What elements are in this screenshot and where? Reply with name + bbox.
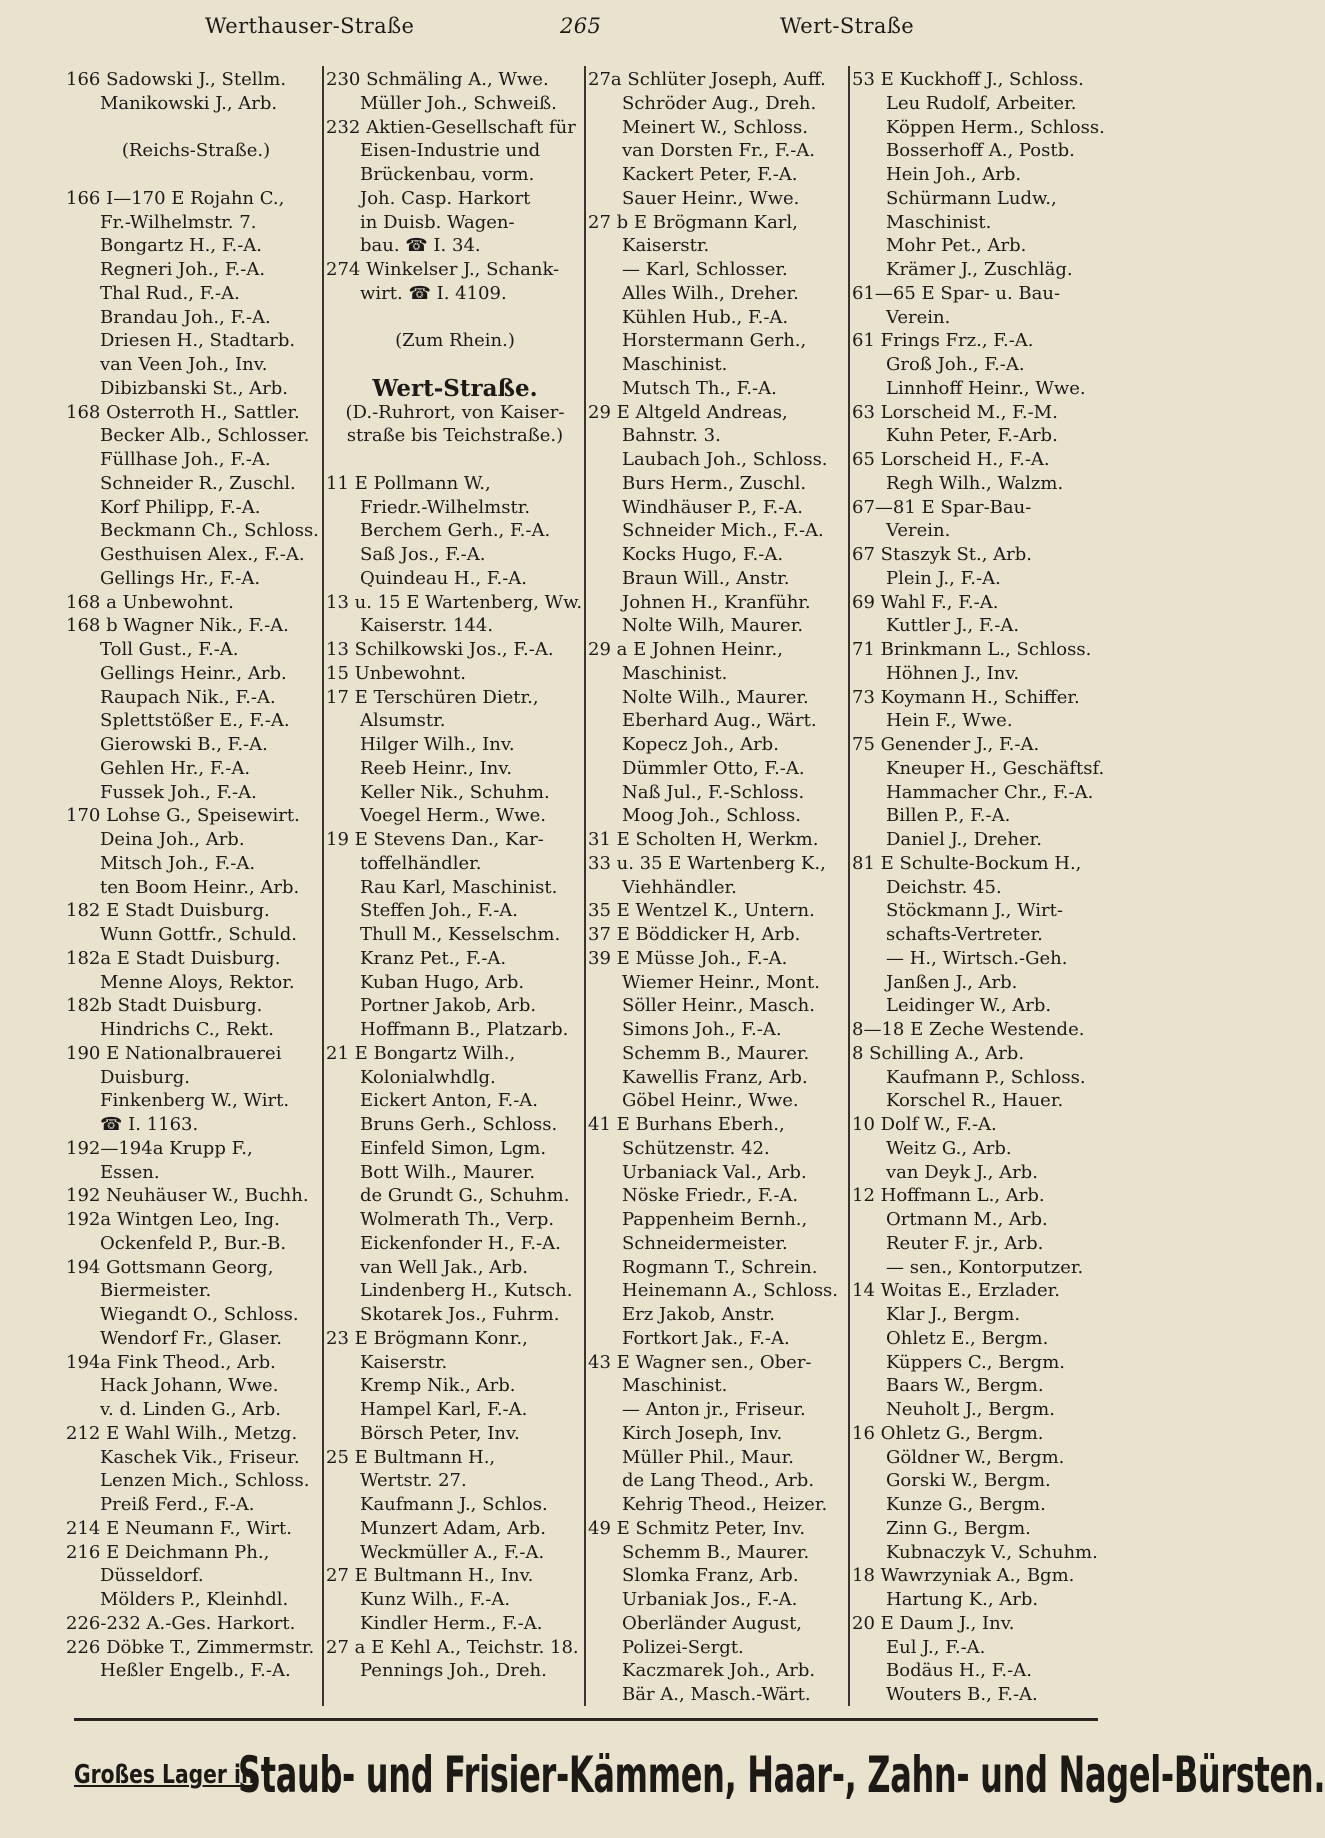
- directory-entry: 27a Schlüter Joseph, Auff.: [588, 69, 826, 90]
- directory-entry: 27 E Bultmann H., Inv.: [326, 1565, 534, 1587]
- directory-entry: 166 I—170 E Rojahn C.,: [66, 187, 285, 209]
- directory-entry: Mutsch Th., F.-A.: [622, 377, 777, 399]
- directory-entry: 65 Lorscheid H., F.-A.: [852, 449, 1050, 470]
- directory-entry: Nolte Wilh, Maurer.: [622, 615, 804, 637]
- directory-entry: toffelhändler.: [360, 852, 482, 874]
- directory-entry: Ohletz E., Bergm.: [886, 1327, 1049, 1349]
- directory-entry: 16 Ohletz G., Bergm.: [852, 1422, 1044, 1444]
- spacer: [326, 306, 584, 330]
- directory-entry: Reuter F. jr., Arb.: [886, 1232, 1044, 1254]
- directory-entry: Biermeister.: [100, 1280, 212, 1302]
- directory-entry: Eul J., F.-A.: [886, 1636, 986, 1658]
- directory-entry: 274 Winkelser J., Schank-: [326, 259, 560, 280]
- directory-entry: Kubnaczyk V., Schuhm.: [886, 1541, 1098, 1563]
- directory-entry: 27 b E Brögmann Karl,: [588, 211, 798, 233]
- directory-entry: Reeb Heinr., Inv.: [360, 757, 513, 779]
- directory-entry: Kocks Hugo, F.-A.: [622, 544, 784, 565]
- directory-entry: Slomka Franz, Arb.: [622, 1565, 799, 1587]
- directory-entry: Kackert Peter, F.-A.: [622, 164, 798, 185]
- directory-entry: Schneidermeister.: [622, 1232, 788, 1254]
- directory-entry: Eickenfonder H., F.-A.: [360, 1232, 561, 1254]
- directory-entry: Eisen-Industrie und: [360, 140, 541, 162]
- directory-entry: van Well Jak., Arb.: [360, 1256, 529, 1278]
- directory-entry: van Dorsten Fr., F.-A.: [622, 140, 816, 162]
- directory-entry: Rogmann T., Schrein.: [622, 1256, 818, 1278]
- directory-entry: Laubach Joh., Schloss.: [622, 449, 828, 470]
- footer-divider: [74, 1718, 1098, 1721]
- directory-entry: Kopecz Joh., Arb.: [622, 734, 779, 755]
- directory-entry: 69 Wahl F., F.-A.: [852, 591, 999, 613]
- directory-entry: 8 Schilling A., Arb.: [852, 1042, 1025, 1064]
- section-note: (Zum Rhein.): [395, 330, 515, 352]
- directory-entry: Kaschek Vik., Friseur.: [100, 1446, 300, 1468]
- directory-entry: Höhnen J., Inv.: [886, 662, 1020, 684]
- directory-entry: Friedr.-Wilhelmstr.: [360, 496, 531, 518]
- directory-entry: Kirch Joseph, Inv.: [622, 1422, 783, 1444]
- directory-entry: Polizei-Sergt.: [622, 1636, 744, 1658]
- directory-entry: Mitsch Joh., F.-A.: [100, 852, 256, 874]
- directory-entry: ☎ I. 1163.: [100, 1114, 199, 1135]
- directory-entry: Kranz Pet., F.-A.: [360, 947, 507, 969]
- directory-entry: de Lang Theod., Arb.: [622, 1470, 815, 1492]
- directory-entry: — Anton jr., Friseur.: [622, 1399, 806, 1420]
- directory-entry: van Deyk J., Arb.: [886, 1161, 1038, 1183]
- directory-entry: Alles Wilh., Dreher.: [622, 282, 799, 304]
- directory-entry: Horstermann Gerh.,: [622, 330, 807, 352]
- directory-entry: 15 Unbewohnt.: [326, 662, 466, 684]
- directory-entry: Manikowski J., Arb.: [100, 92, 278, 114]
- directory-entry: 29 E Altgeld Andreas,: [588, 401, 788, 423]
- directory-entry: Alsumstr.: [360, 710, 446, 732]
- directory-entry: Nöske Friedr., F.-A.: [622, 1185, 799, 1207]
- directory-entry: Schemm B., Maurer.: [622, 1541, 810, 1563]
- advertisement-text: Staub- und Frisier-Kämmen, Haar-, Zahn- und Nagel-Bürsten.: [238, 1746, 1325, 1804]
- directory-entry: Portner Jakob, Arb.: [360, 995, 537, 1017]
- directory-entry: Regh Wilh., Walzm.: [886, 472, 1064, 494]
- directory-entry: 20 E Daum J., Inv.: [852, 1612, 1015, 1634]
- section-note: (D.-Ruhrort, von Kaiser-: [345, 401, 565, 423]
- directory-entry: Kehrig Theod., Heizer.: [622, 1494, 828, 1515]
- directory-entry: Janßen J., Arb.: [886, 971, 1018, 993]
- directory-entry: Köppen Herm., Schloss.: [886, 116, 1105, 138]
- directory-entry: 53 E Kuckhoff J., Schloss.: [852, 69, 1084, 90]
- directory-entry: Nolte Wilh., Maurer.: [622, 686, 809, 708]
- directory-entry: Mölders P., Kleinhdl.: [100, 1589, 289, 1610]
- directory-entry: 13 Schilkowski Jos., F.-A.: [326, 639, 554, 660]
- directory-entry: Schneider Mich., F.-A.: [622, 520, 824, 542]
- directory-entry: Hammacher Chr., F.-A.: [886, 781, 1094, 803]
- directory-entry: Klar J., Bergm.: [886, 1304, 1021, 1325]
- directory-entry: Hack Johann, Wwe.: [100, 1375, 279, 1397]
- directory-entry: Düsseldorf.: [100, 1565, 204, 1587]
- directory-entry: Skotarek Jos., Fuhrm.: [360, 1304, 560, 1325]
- directory-entry: Deichstr. 45.: [886, 876, 1002, 898]
- directory-entry: — H., Wirtsch.-Geh.: [886, 947, 1068, 969]
- directory-entry: Heßler Engelb., F.-A.: [100, 1660, 291, 1682]
- section-title: Wert-Straße.: [372, 374, 538, 402]
- directory-entry: Weitz G., Arb.: [886, 1137, 1012, 1159]
- directory-entry: 166 Sadowski J., Stellm.: [66, 69, 287, 90]
- directory-entry: 73 Koymann H., Schiffer.: [852, 686, 1080, 708]
- spacer: [66, 116, 326, 140]
- directory-entry: Kolonialwhdlg.: [360, 1066, 496, 1088]
- directory-entry: Fr.-Wilhelmstr. 7.: [100, 211, 257, 233]
- directory-entry: Göbel Heinr., Wwe.: [622, 1090, 799, 1112]
- directory-entry: Erz Jakob, Anstr.: [622, 1304, 776, 1325]
- directory-entry: Verein.: [886, 520, 951, 542]
- directory-entry: 168 b Wagner Nik., F.-A.: [66, 615, 289, 637]
- directory-entry: Burs Herm., Zuschl.: [622, 472, 807, 494]
- directory-entry: 37 E Böddicker H, Arb.: [588, 924, 801, 945]
- directory-entry: 25 E Bultmann H.,: [326, 1446, 496, 1468]
- directory-entry: Kaczmarek Joh., Arb.: [622, 1660, 816, 1682]
- directory-entry: Lenzen Mich., Schloss.: [100, 1470, 310, 1492]
- directory-entry: 71 Brinkmann L., Schloss.: [852, 639, 1092, 660]
- directory-entry: 29 a E Johnen Heinr.,: [588, 639, 783, 660]
- directory-entry: Daniel J., Dreher.: [886, 829, 1042, 850]
- directory-entry: 192—194a Krupp F.,: [66, 1137, 253, 1159]
- directory-entry: Menne Aloys, Rektor.: [100, 971, 295, 993]
- directory-entry: Urbaniack Val., Arb.: [622, 1161, 807, 1183]
- directory-entry: Bahnstr. 3.: [622, 425, 721, 447]
- directory-entry: 194 Gottsmann Georg,: [66, 1256, 274, 1278]
- directory-entry: Krämer J., Zuschläg.: [886, 259, 1073, 280]
- directory-entry: Göldner W., Bergm.: [886, 1446, 1065, 1468]
- directory-entry: 67—81 E Spar-Bau-: [852, 496, 1032, 518]
- directory-entry: Schützenstr. 42.: [622, 1137, 770, 1159]
- directory-entry: 10 Dolf W., F.-A.: [852, 1114, 997, 1135]
- directory-entry: Deina Joh., Arb.: [100, 829, 245, 850]
- directory-entry: Bodäus H., F.-A.: [886, 1660, 1032, 1682]
- spacer: [326, 353, 584, 377]
- directory-entry: Hoffmann B., Platzarb.: [360, 1019, 569, 1040]
- directory-entry: Ortmann M., Arb.: [886, 1209, 1048, 1230]
- directory-entry: — sen., Kontorputzer.: [886, 1256, 1084, 1278]
- directory-entry: 61—65 E Spar- u. Bau-: [852, 282, 1061, 304]
- directory-entry: Dibizbanski St., Arb.: [100, 377, 288, 399]
- directory-entry: Beckmann Ch., Schloss.: [100, 520, 319, 542]
- page-number: 265: [560, 14, 602, 38]
- directory-entry: Kneuper H., Geschäftsf.: [886, 757, 1105, 779]
- directory-entry: in Duisb. Wagen-: [360, 211, 515, 233]
- directory-entry: Bosserhoff A., Postb.: [886, 140, 1075, 162]
- directory-entry: Wunn Gottfr., Schuld.: [100, 924, 298, 945]
- directory-entry: Kaiserstr.: [360, 1351, 448, 1373]
- directory-entry: Korschel R., Hauer.: [886, 1090, 1064, 1112]
- directory-entry: 12 Hoffmann L., Arb.: [852, 1185, 1045, 1207]
- column-divider: [584, 66, 586, 1706]
- directory-entry: Toll Gust., F.-A.: [100, 639, 239, 660]
- directory-entry: Simons Joh., F.-A.: [622, 1019, 782, 1040]
- directory-entry: Johnen H., Kranführ.: [622, 591, 811, 613]
- directory-entry: 168 a Unbewohnt.: [66, 591, 234, 613]
- directory-entry: 43 E Wagner sen., Ober-: [588, 1351, 812, 1373]
- directory-entry: 192a Wintgen Leo, Ing.: [66, 1209, 280, 1230]
- directory-entry: 230 Schmäling A., Wwe.: [326, 69, 549, 90]
- section-note: straße bis Teichstraße.): [346, 425, 564, 447]
- directory-entry: 19 E Stevens Dan., Kar-: [326, 829, 544, 850]
- directory-entry: Lindenberg H., Kutsch.: [360, 1280, 573, 1302]
- directory-entry: wirt. ☎ I. 4109.: [360, 282, 507, 304]
- directory-entry: Müller Phil., Maur.: [622, 1446, 795, 1468]
- directory-entry: Hein F., Wwe.: [886, 710, 1013, 732]
- directory-entry: 214 E Neumann F., Wirt.: [66, 1517, 292, 1539]
- directory-entry: ten Boom Heinr., Arb.: [100, 876, 300, 898]
- directory-entry: Wiemer Heinr., Mont.: [622, 971, 820, 993]
- directory-entry: Korf Philipp, F.-A.: [100, 496, 261, 518]
- directory-entry: Eickert Anton, F.-A.: [360, 1090, 539, 1112]
- directory-entry: Kaiserstr.: [622, 235, 710, 257]
- directory-entry: Gellings Hr., F.-A.: [100, 567, 261, 589]
- directory-entry: Voegel Herm., Wwe.: [360, 805, 546, 827]
- directory-entry: Maschinist.: [622, 662, 728, 684]
- directory-entry: Börsch Peter, Inv.: [360, 1422, 520, 1444]
- directory-entry: Hampel Karl, F.-A.: [360, 1399, 528, 1420]
- directory-entry: Wendorf Fr., Glaser.: [100, 1327, 283, 1349]
- directory-entry: Munzert Adam, Arb.: [360, 1517, 546, 1539]
- directory-entry: 182a E Stadt Duisburg.: [66, 947, 281, 969]
- directory-entry: 23 E Brögmann Konr.,: [326, 1327, 528, 1349]
- directory-entry: Wiegandt O., Schloss.: [100, 1304, 299, 1325]
- directory-entry: 13 u. 15 E Wartenberg, Ww.: [326, 591, 583, 613]
- directory-entry: Brückenbau, vorm.: [360, 164, 535, 185]
- directory-entry: 14 Woitas E., Erzlader.: [852, 1280, 1060, 1302]
- directory-entry: de Grundt G., Schuhm.: [360, 1185, 570, 1207]
- directory-entry: 168 Osterroth H., Sattler.: [66, 401, 300, 423]
- spacer: [326, 448, 584, 472]
- directory-entry: Gellings Heinr., Arb.: [100, 662, 287, 684]
- directory-entry: Bär A., Masch.-Wärt.: [622, 1684, 811, 1705]
- directory-entry: Bruns Gerh., Schloss.: [360, 1114, 558, 1135]
- directory-entry: Keller Nik., Schuhm.: [360, 781, 550, 803]
- directory-entry: Leu Rudolf, Arbeiter.: [886, 92, 1077, 114]
- directory-entry: 226-232 A.-Ges. Harkort.: [66, 1612, 296, 1634]
- directory-entry: Leidinger W., Arb.: [886, 995, 1052, 1017]
- directory-entry: Wolmerath Th., Verp.: [360, 1209, 555, 1230]
- directory-entry: Plein J., F.-A.: [886, 567, 1001, 589]
- directory-entry: 182b Stadt Duisburg.: [66, 995, 263, 1017]
- header-street-left: Werthauser-Straße: [205, 14, 415, 38]
- directory-entry: Hilger Wilh., Inv.: [360, 734, 515, 755]
- advertisement-prefix: Großes Lager in: [74, 1760, 256, 1790]
- directory-entry: Quindeau H., F.-A.: [360, 567, 527, 589]
- directory-entry: van Veen Joh., Inv.: [100, 354, 268, 375]
- directory-entry: Einfeld Simon, Lgm.: [360, 1137, 547, 1159]
- directory-entry: 49 E Schmitz Peter, Inv.: [588, 1517, 806, 1539]
- directory-entry: Söller Heinr., Masch.: [622, 995, 815, 1017]
- directory-entry: Verein.: [886, 306, 951, 328]
- directory-entry: Maschinist.: [622, 354, 728, 375]
- directory-entry: Stöckmann J., Wirt-: [886, 900, 1063, 922]
- directory-entry: Joh. Casp. Harkort: [360, 187, 531, 209]
- directory-entry: Linnhoff Heinr., Wwe.: [886, 377, 1086, 399]
- directory-entry: Thal Rud., F.-A.: [100, 282, 240, 304]
- directory-entry: Hartung K., Arb.: [886, 1589, 1039, 1610]
- directory-entry: Berchem Gerh., F.-A.: [360, 520, 551, 542]
- directory-entry: 232 Aktien-Gesellschaft für: [326, 116, 576, 138]
- directory-entry: Hindrichs C., Rekt.: [100, 1019, 274, 1040]
- directory-entry: 194a Fink Theod., Arb.: [66, 1351, 276, 1373]
- directory-entry: Pappenheim Bernh.,: [622, 1209, 808, 1230]
- directory-entry: Neuholt J., Bergm.: [886, 1399, 1055, 1420]
- directory-entry: 216 E Deichmann Ph.,: [66, 1541, 270, 1563]
- directory-entry: Kremp Nik., Arb.: [360, 1375, 516, 1397]
- advertisement-banner: [74, 1746, 1325, 1810]
- directory-entry: Kunze G., Bergm.: [886, 1494, 1046, 1515]
- directory-entry: Driesen H., Stadtarb.: [100, 330, 296, 352]
- directory-entry: Schürmann Ludw.,: [886, 187, 1057, 209]
- directory-entry: Ockenfeld P., Bur.-B.: [100, 1232, 287, 1254]
- directory-entry: Füllhase Joh., F.-A.: [100, 449, 271, 470]
- directory-entry: Viehhändler.: [622, 876, 737, 898]
- directory-entry: 226 Döbke T., Zimmermstr.: [66, 1636, 315, 1658]
- directory-entry: Baars W., Bergm.: [886, 1375, 1044, 1397]
- directory-entry: Kühlen Hub., F.-A.: [622, 306, 789, 328]
- directory-entry: Eberhard Aug., Wärt.: [622, 710, 817, 732]
- directory-entry: Schemm B., Maurer.: [622, 1042, 810, 1064]
- directory-entry: Saß Jos., F.-A.: [360, 544, 486, 565]
- directory-column-1: [66, 68, 326, 1683]
- directory-column-4: [852, 68, 1105, 1707]
- spacer: [66, 163, 326, 187]
- directory-entry: Regneri Joh., F.-A.: [100, 259, 266, 280]
- directory-entry: Rau Karl, Maschinist.: [360, 876, 558, 898]
- directory-entry: 182 E Stadt Duisburg.: [66, 900, 270, 922]
- directory-entry: Wertstr. 27.: [360, 1470, 467, 1492]
- directory-entry: 63 Lorscheid M., F.-M.: [852, 401, 1058, 423]
- directory-entry: bau. ☎ I. 34.: [360, 235, 481, 257]
- directory-entry: Windhäuser P., F.-A.: [622, 496, 804, 518]
- directory-column-2: [326, 68, 584, 1683]
- directory-entry: v. d. Linden G., Arb.: [100, 1399, 281, 1420]
- directory-entry: 212 E Wahl Wilh., Metzg.: [66, 1422, 298, 1444]
- directory-entry: Bott Wilh., Maurer.: [360, 1161, 536, 1183]
- directory-entry: Schneider R., Zuschl.: [100, 472, 296, 494]
- directory-entry: Steffen Joh., F.-A.: [360, 900, 518, 922]
- directory-entry: Urbaniak Jos., F.-A.: [622, 1589, 798, 1610]
- directory-entry: 33 u. 35 E Wartenberg K.,: [588, 852, 826, 874]
- directory-entry: 18 Wawrzyniak A., Bgm.: [852, 1565, 1075, 1587]
- directory-entry: Kaiserstr. 144.: [360, 615, 494, 637]
- directory-entry: Heinemann A., Schloss.: [622, 1280, 839, 1302]
- directory-entry: Fussek Joh., F.-A.: [100, 781, 257, 803]
- directory-entry: Meinert W., Schloss.: [622, 116, 808, 138]
- directory-entry: Kuhn Peter, F.-Arb.: [886, 425, 1058, 447]
- directory-entry: Kuban Hugo, Arb.: [360, 971, 525, 993]
- directory-entry: Billen P., F.-A.: [886, 805, 1011, 827]
- directory-entry: — Karl, Schlosser.: [622, 259, 788, 280]
- section-note: (Reichs-Straße.): [121, 140, 271, 162]
- directory-entry: 41 E Burhans Eberh.,: [588, 1114, 785, 1135]
- directory-entry: Braun Will., Anstr.: [622, 567, 790, 589]
- header-street-right: Wert-Straße: [780, 14, 915, 38]
- directory-entry: 75 Genender J., F.-A.: [852, 734, 1040, 755]
- directory-entry: Küppers C., Bergm.: [886, 1351, 1065, 1373]
- directory-entry: 35 E Wentzel K., Untern.: [588, 900, 815, 922]
- directory-entry: Bongartz H., F.-A.: [100, 235, 263, 257]
- directory-entry: 170 Lohse G., Speisewirt.: [66, 805, 300, 827]
- directory-entry: 39 E Müsse Joh., F.-A.: [588, 947, 788, 969]
- directory-entry: Kawellis Franz, Arb.: [622, 1066, 808, 1088]
- directory-entry: schafts-Vertreter.: [886, 924, 1043, 945]
- directory-entry: Mohr Pet., Arb.: [886, 235, 1027, 257]
- directory-entry: 81 E Schulte-Bockum H.,: [852, 852, 1082, 874]
- directory-entry: Maschinist.: [622, 1375, 728, 1397]
- directory-entry: Dümmler Otto, F.-A.: [622, 757, 805, 779]
- directory-entry: Finkenberg W., Wirt.: [100, 1090, 290, 1112]
- directory-entry: Brandau Joh., F.-A.: [100, 306, 271, 328]
- directory-entry: Preiß Ferd., F.-A.: [100, 1494, 255, 1515]
- directory-entry: Gehlen Hr., F.-A.: [100, 757, 251, 779]
- directory-entry: Schröder Aug., Dreh.: [622, 92, 817, 114]
- directory-entry: Kunz Wilh., F.-A.: [360, 1589, 511, 1610]
- directory-entry: 190 E Nationalbrauerei: [66, 1042, 282, 1064]
- directory-entry: Müller Joh., Schweiß.: [360, 92, 557, 114]
- directory-entry: 61 Frings Frz., F.-A.: [852, 330, 1034, 352]
- directory-entry: Oberländer August,: [622, 1612, 803, 1634]
- directory-entry: Splettstößer E., F.-A.: [100, 710, 290, 732]
- directory-entry: Moog Joh., Schloss.: [622, 805, 801, 827]
- directory-entry: Fortkort Jak., F.-A.: [622, 1327, 790, 1349]
- directory-entry: Kaufmann P., Schloss.: [886, 1066, 1086, 1088]
- directory-entry: Hein Joh., Arb.: [886, 164, 1022, 185]
- directory-entry: Gierowski B., F.-A.: [100, 734, 268, 755]
- directory-entry: Pennings Joh., Dreh.: [360, 1660, 547, 1682]
- directory-entry: Essen.: [100, 1161, 160, 1183]
- directory-entry: Maschinist.: [886, 211, 992, 233]
- directory-entry: 8—18 E Zeche Westende.: [852, 1019, 1085, 1040]
- directory-entry: Sauer Heinr., Wwe.: [622, 187, 800, 209]
- directory-entry: Wouters B., F.-A.: [886, 1684, 1038, 1705]
- directory-entry: Duisburg.: [100, 1066, 190, 1088]
- directory-entry: 17 E Terschüren Dietr.,: [326, 686, 539, 708]
- directory-entry: 192 Neuhäuser W., Buchh.: [66, 1185, 309, 1207]
- directory-entry: Kindler Herm., F.-A.: [360, 1612, 543, 1634]
- directory-entry: Kaufmann J., Schlos.: [360, 1494, 548, 1515]
- directory-entry: 27 a E Kehl A., Teichstr. 18.: [326, 1636, 579, 1658]
- directory-entry: Weckmüller A., F.-A.: [360, 1541, 545, 1563]
- directory-entry: 21 E Bongartz Wilh.,: [326, 1042, 516, 1064]
- directory-entry: 11 E Pollmann W.,: [326, 472, 491, 494]
- directory-entry: Thull M., Kesselschm.: [360, 924, 561, 945]
- directory-entry: Naß Jul., F.-Schloss.: [622, 781, 805, 803]
- directory-entry: Kuttler J., F.-A.: [886, 615, 1020, 637]
- directory-entry: Zinn G., Bergm.: [886, 1517, 1031, 1539]
- directory-entry: 31 E Scholten H, Werkm.: [588, 829, 819, 850]
- directory-entry: Becker Alb., Schlosser.: [100, 425, 310, 447]
- directory-entry: Gorski W., Bergm.: [886, 1470, 1051, 1492]
- directory-entry: Raupach Nik., F.-A.: [100, 686, 276, 708]
- directory-entry: Groß Joh., F.-A.: [886, 354, 1025, 375]
- directory-entry: Gesthuisen Alex., F.-A.: [100, 544, 305, 565]
- directory-entry: 67 Staszyk St., Arb.: [852, 544, 1033, 565]
- directory-column-3: [588, 68, 850, 1707]
